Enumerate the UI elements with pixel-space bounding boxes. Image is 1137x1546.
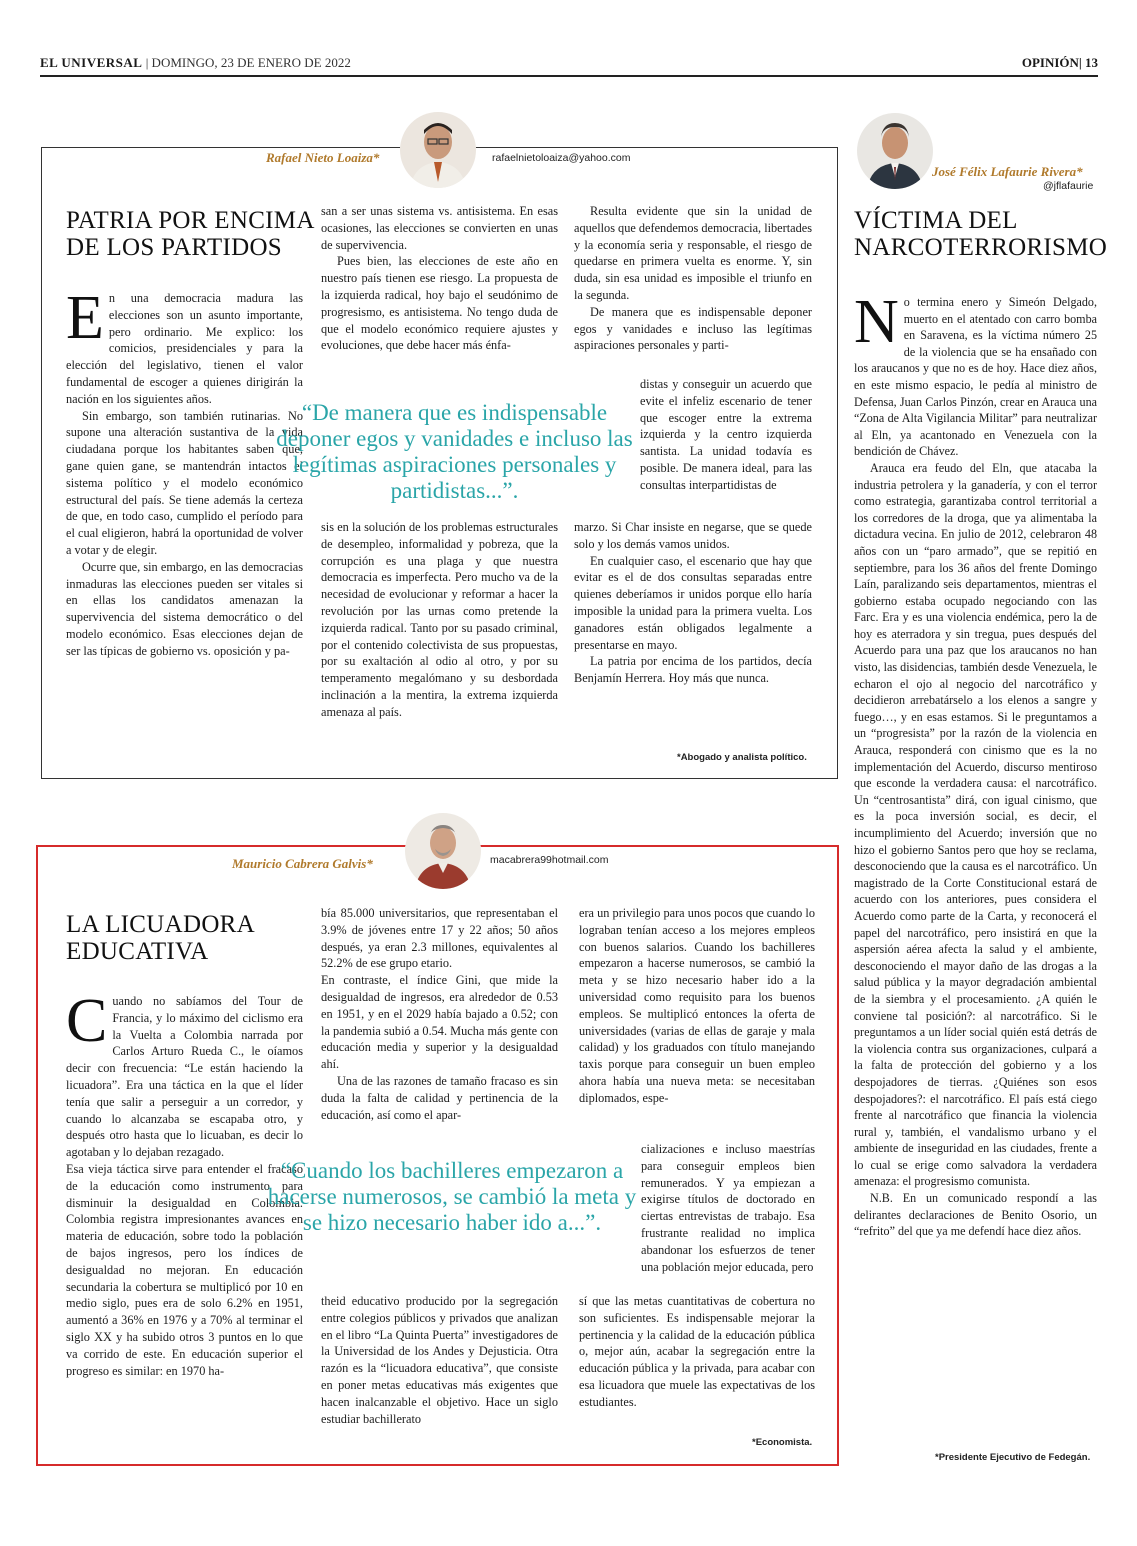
article-column-2-top: san a ser unas sistema vs. antisistema. En esas ocasiones, las elecciones se convierten en unas de supervivencia. Pues bien, las elecciones de este año en nuestro país tienen ese riesgo. La propuesta de la izquierda radical, hoy bajo el seudónimo de progresismo, es antisistema. No tengo duda de que el modelo económico requiere ajustes y evoluciones, que debe hacer más énfa-	[321, 204, 558, 353]
article-title: PATRIA POR ENCIMA DE LOS PARTIDOS	[66, 207, 315, 261]
author-email[interactable]: macabrera99hotmail.com	[490, 854, 609, 866]
author-handle[interactable]: @jflafaurie	[1043, 180, 1094, 192]
article-column-2-bottom: sis en la solución de los problemas estructurales de desempleo, informalidad y pobreza, que la corrupción es una plaga y que nuestra democracia es imperfecta. Pero mucho va de la necesidad de evolucionar y reformar a hacer la revolución por las urnas como pretende la izquierda radical. Tanto por su pasado criminal, por el contenido colectivista de sus propuestas, por su exaltación al odio al otro, y por su temperamento megalómano y su desbordada inclinación a la mentira, la extrema izquierda amenaza al país.	[321, 520, 558, 719]
newspaper-name: EL UNIVERSAL	[40, 55, 143, 70]
author-photo	[405, 813, 481, 889]
article-column-3-mid: cializaciones e incluso maestrías para conseguir empleos bien remunerados. Y ya empiezan a exigirse títulos de doctorado en ciertas entrevistas de trabajo. Esa frustrante realidad no implica abandonar los esfuerzos de tener una población mejor educada, pero	[641, 1142, 815, 1274]
author-name: Mauricio Cabrera Galvis*	[232, 856, 373, 871]
article-column: No termina enero y Simeón Delgado, muerto en el atentado con carro bomba en Saravena, es la víctima número 25 de la violencia que se ha ensañado con los araucanos y que no es de hoy. Hace diez años, en este mismo espacio, le pedía al ministro de Defensa, Juan Carlos Pinzón, crear en Arauca una “Zona de Alta Vigilancia Militar” para neutralizar al Eln, ya acantonado en Venezuela con la bendición de Chávez. Arauca era feudo del Eln, que atacaba la industria petrolera y la ganadería, y con el terror como estrategia, garantizaba control territorial a los corredores de la droga, que ya alimentaba la dictadura vecina. En julio de 2012, celebraron 48 años con un “paro armado”, que se repitió en septiembre, para los 36 años del frente Domingo Laín, paralizando seis departamentos, mientras el gobierno estaba ocupado negociando con las Farc. Era y es una violencia endémica, pero la de hoy es aterradora y sin tregua, pues después del Acuerdo para una paz que los araucanos no han visto, las disidencias, también desde Venezuela, le echaron el ojo al negocio del narcotráfico y decidieron arrebatárselo a los elenos a sangre y fuego…, y en esas estamos. Si le preguntamos a un “progresista” por la razón de la violencia en Arauca, responderá con cinismo que es la no implementación del Acuerdo, discurso mentiroso que esconde la verdadera causa: el narcotráfico. Un “centrosantista” dirá, con igual cinismo, que es la poca inversión social, es decir, el incumplimiento del Acuerdo; inversión que no hizo el gobierno Santos pero que hoy se reclama, desconociendo que la causa es el narcotráfico. Un magistrado de la Corte Constitucional estará de acuerdo con los anteriores, pues considera el Acuerdo como parte de la Carta, y reconocerá el papel del narcotráfico, pero insistirá en que la aspersión aérea afecta la salud y el ambiente, desconociendo el mayor daño de las drogas a la salud pública y la mayor degradación ambiental de la siembra y el procesamiento. ¿A quién le conviene tal posición?: al narcotráfico. Si le preguntamos a un líder social quién está detrás de la violencia contra sus organizaciones, culpará a la falta de protección del gobierno y a los despojadores de tierras. ¿Quiénes son esos despojadores?: el narcotráfico. El país está ciego frente al narcotráfico que financia la violencia rural y, también, el vandalismo urbano y el ambiente de inseguridad en las ciudades, frente a lo cual se erige como salvadora la verdadera amenaza: el progresismo comunista. N.B. En un comunicado respondí a las delirantes declaraciones de Benito Osorio, un “refrito” del que ya me defendí hace diez años.	[854, 288, 1097, 1239]
author-footnote: *Presidente Ejecutivo de Fedegán.	[935, 1452, 1091, 1463]
dropcap: C	[66, 987, 108, 1055]
article-column-3-top: era un privilegio para unos pocos que cuando lo lograban tenían acceso a los mejores empleos con buenos salarios. Cuando los bachilleres empezaron a hacerse numerosos, se cambió la meta y se hizo necesario haber ido a la universidad como requisito para los buenos empleos. Se multiplicó entonces la oferta de universidades (varias de ellas de garaje y mala calidad) y los graduados con título manejando taxis porque para conseguir un buen empleo ahora había una nueva meta: se necesitaban diplomados, espe-	[579, 906, 815, 1105]
section-page: OPINIÓN| 13	[1021, 55, 1098, 70]
issue-date: | DOMINGO, 23 DE ENERO DE 2022	[145, 55, 351, 70]
article-column-3-bottom: marzo. Si Char insiste en negarse, que se quede solo y los demás vamos unidos. En cualquier caso, el escenario que hay que evitar es el de dos consultas separadas entre quienes deberíamos ir unidos porque ello haría imposible la unidad para la primera vuelta. Los ganadores están obligados legalmente a presentarse en mayo. La patria por encima de los partidos, decía Benjamín Herrera. Hoy más que nunca.	[574, 520, 812, 686]
article-title: LA LICUADORA EDUCATIVA	[66, 911, 256, 965]
author-email[interactable]: rafaelnietoloaiza@yahoo.com	[488, 152, 635, 164]
article-column-1: Cuando no sabíamos del Tour de Francia, y lo máximo del ciclismo era la Vuelta a Colombia narrada por Carlos Arturo Rueda C., le oíamos decir con frecuencia: “Le están haciendo la licuadora”. Era una táctica en la que el líder tenía que salir a perseguir a un corredor, y cuando lo alcanzaba se escapaba otro, y después otro hasta que lo licuaban, es decir lo agotaban y lo dejaban rezagado. Esa vieja táctica sirve para entender el fracaso de la educación como instrumento para disminuir la desigualdad en Colombia. Colombia registra impresionantes avances en materia de educación, sobre todo la población de bajos ingresos, pero los índices de desigualdad no mejoran. En educación secundaria la cobertura se multiplicó por 10 en medio siglo, pues era de solo 6.2% en 1951, aumentó a 36% en 1976 y a 70% al terminar el siglo XX y ha subido otros 3 puntos en lo que va corrido de este. En educación superior el progreso es similar: en 1970 ha-	[66, 987, 303, 1378]
author-footnote: *Abogado y analista político.	[677, 752, 807, 763]
dropcap: E	[66, 284, 104, 352]
dropcap: N	[854, 288, 899, 356]
article-column-3-top: Resulta evidente que sin la unidad de aquellos que defendemos democracia, libertades y la economía seria y responsable, el riesgo de quedarse en primera vuelta es enorme. Y, sin duda, sin esa unidad es imposible el triunfo en la segunda. De manera que es indispensable deponer egos y vanidades e incluso las legítimas aspiraciones personales y parti-	[574, 204, 812, 353]
page-header	[40, 55, 1098, 77]
author-name: Rafael Nieto Loaiza*	[262, 150, 383, 166]
author-photo	[857, 113, 933, 189]
article-title: VÍCTIMA DEL NARCOTERRORISMO	[854, 207, 1108, 261]
pull-quote: “De manera que es indispensable deponer egos y vanidades e incluso las legítimas aspiraciones personales y partidistas...”.	[276, 400, 633, 503]
article-column-2-top: bía 85.000 universitarios, que representaban el 3.9% de jóvenes entre 17 y 22 años; 50 años después, ya eran 2.3 millones, equivalentes al 52.2% de ese grupo etario. En contraste, el índice Gini, que mide la desigualdad de ingresos, era alrededor de 0.53 en 1951, y en el 2029 había bajado a 0.52; con la pandemia subió a 0.54. Mucha más gente con educación media y superior y la desigualdad ahí. Una de las razones de tamaño fracaso es sin duda la falta de calidad y pertinencia de la educación, así como el apar-	[321, 906, 558, 1122]
article-column-3-mid: distas y conseguir un acuerdo que evite el infeliz escenario de tener que escoger entre la extrema izquierda y la centro izquierda santista. La unidad todavía es posible. De manera ideal, para las consultas interpartidistas de	[640, 377, 812, 492]
article-column-1: En una democracia madura las elecciones son un asunto importante, pero ordinario. Me explico: los comicios, presidenciales y para la elección del legislativo, tienen el valor fundamental de escoger a quienes dirigirán la nación en los siguientes años. Sin embargo, son también rutinarias. No supone una alteración sustantiva de la vida ciudadana porque los habitantes saben que, gane quien gane, se mantendrán intactos el sistema político y el modelo económico estructural del país. Se tiene además la certeza de que, en todo caso, cumplido el período para el cual eligieron, habrá la oportunidad de volver a votar y de elegir. Ocurre que, sin embargo, en las democracias inmaduras las elecciones pueden ser vitales si en ellas los candidatos amenazan la supervivencia del sistema democrático o del modelo económico. Esas elecciones dejan de ser las típicas de gobierno vs. oposición y pa-	[66, 284, 303, 658]
author-photo	[400, 112, 476, 188]
pull-quote: “Cuando los bachilleres empezaron a hacerse numerosos, se cambió la meta y se hizo necesario haber ido a...”.	[267, 1158, 637, 1235]
article-column-2-bottom: theid educativo producido por la segregación entre colegios públicos y privados que analizan en el libro “La Quinta Puerta” investigadores de la Universidad de los Andes y Dejusticia. Otra razón es la “licuadora educativa”, que consiste en poner metas educativas más exigentes que hacen inalcanzable el objetivo. Hace un siglo estudiar bachillerato	[321, 1294, 558, 1426]
author-name: José Félix Lafaurie Rivera*	[932, 164, 1083, 179]
author-footnote: *Economista.	[752, 1437, 813, 1448]
article-column-3-bottom: sí que las metas cuantitativas de cobertura no son suficientes. Es indispensable mejorar la pertinencia y la calidad de la educación pública o, mejor aún, acabar la segregación entre la educación pública y la privada, para acabar con esa licuadora que muele las expectativas de los estudiantes.	[579, 1294, 815, 1409]
